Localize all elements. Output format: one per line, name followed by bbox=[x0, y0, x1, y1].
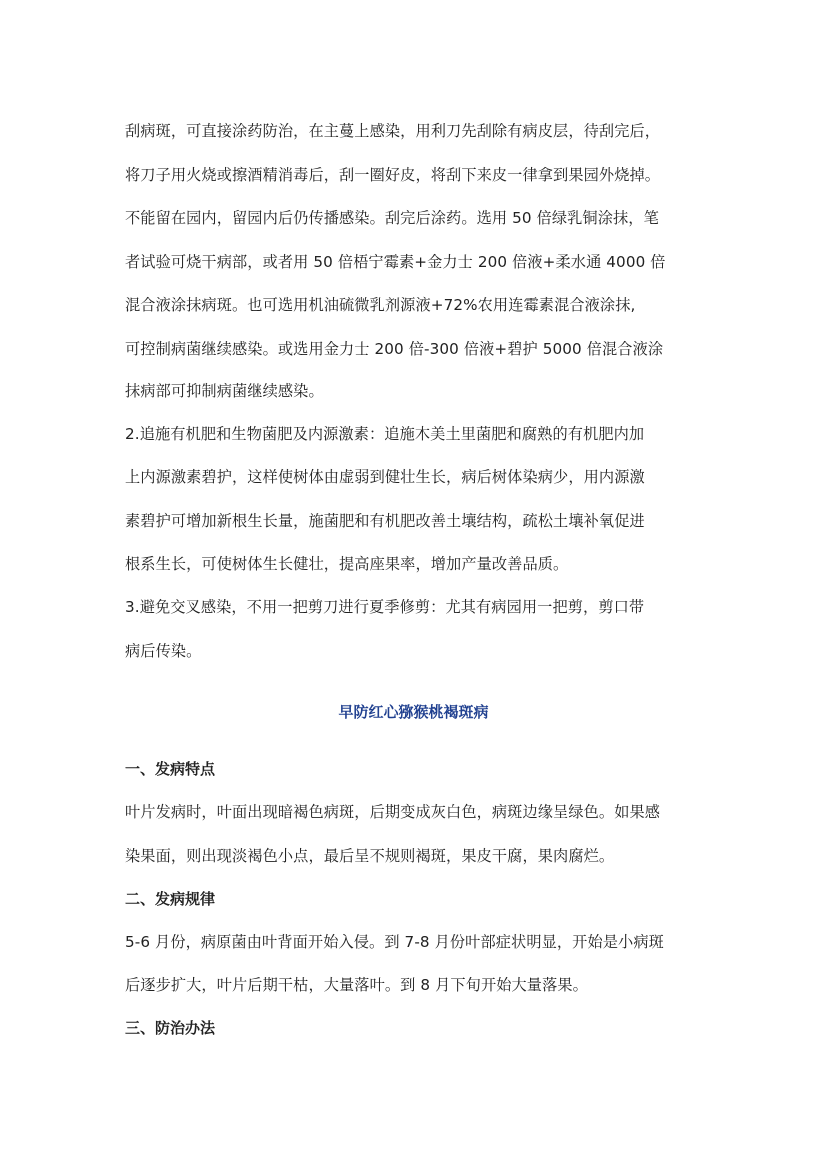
body-text-line: 混合液涂抹病斑。也可选用机油硫微乳剂源液+72%农用连霉素混合液涂抹, bbox=[125, 296, 636, 314]
body-text-line: 根系生长，可使树体生长健壮，提高座果率，增加产量改善品质。 bbox=[125, 555, 569, 573]
body-text-line: 上内源激素碧护，这样使树体由虚弱到健壮生长，病后树体染病少，用内源激 bbox=[125, 468, 645, 486]
section-heading: 二、发病规律 bbox=[125, 890, 216, 908]
article-title: 早防红心猕猴桃褐斑病 bbox=[338, 703, 489, 721]
body-text-line: 叶片发病时，叶面出现暗褐色病斑，后期变成灰白色，病斑边缘呈绿色。如果感 bbox=[125, 803, 661, 821]
body-text-line: 不能留在园内，留园内后仍传播感染。刮完后涂药。选用 50 倍绿乳铜涂抹，笔 bbox=[125, 209, 659, 227]
body-text-line: 将刀子用火烧或擦酒精消毒后，刮一圈好皮，将刮下来皮一律拿到果园外烧掉。 bbox=[125, 166, 661, 184]
body-text-line: 病后传染。 bbox=[125, 642, 202, 660]
section-heading: 三、防治办法 bbox=[125, 1019, 216, 1037]
body-text-line: 2.追施有机肥和生物菌肥及内源激素：追施木美土里菌肥和腐熟的有机肥内加 bbox=[125, 425, 645, 443]
body-text-line: 后逐步扩大，叶片后期干枯，大量落叶。到 8 月下旬开始大量落果。 bbox=[125, 976, 588, 994]
body-text-line: 染果面，则出现淡褐色小点，最后呈不规则褐斑，果皮干腐，果肉腐烂。 bbox=[125, 847, 615, 865]
body-text-line: 3.避免交叉感染，不用一把剪刀进行夏季修剪：尤其有病园用一把剪，剪口带 bbox=[125, 598, 645, 616]
body-text-line: 素碧护可增加新根生长量，施菌肥和有机肥改善土壤结构，疏松土壤补氧促进 bbox=[125, 512, 645, 530]
section-heading: 一、发病特点 bbox=[125, 760, 216, 778]
body-text-line: 者试验可烧干病部，或者用 50 倍梧宁霉素+金力士 200 倍液+柔水通 4000 倍 bbox=[125, 253, 666, 271]
body-text-line: 抹病部可抑制病菌继续感染。 bbox=[125, 382, 324, 400]
body-text-line: 5-6 月份，病原菌由叶背面开始入侵。到 7-8 月份叶部症状明显，开始是小病斑 bbox=[125, 933, 664, 951]
body-text-line: 可控制病菌继续感染。或选用金力士 200 倍-300 倍液+碧护 5000 倍混合液涂 bbox=[125, 340, 664, 358]
body-text-line: 刮病斑，可直接涂药防治，在主蔓上感染，用利刀先刮除有病皮层，待刮完后， bbox=[125, 122, 661, 140]
